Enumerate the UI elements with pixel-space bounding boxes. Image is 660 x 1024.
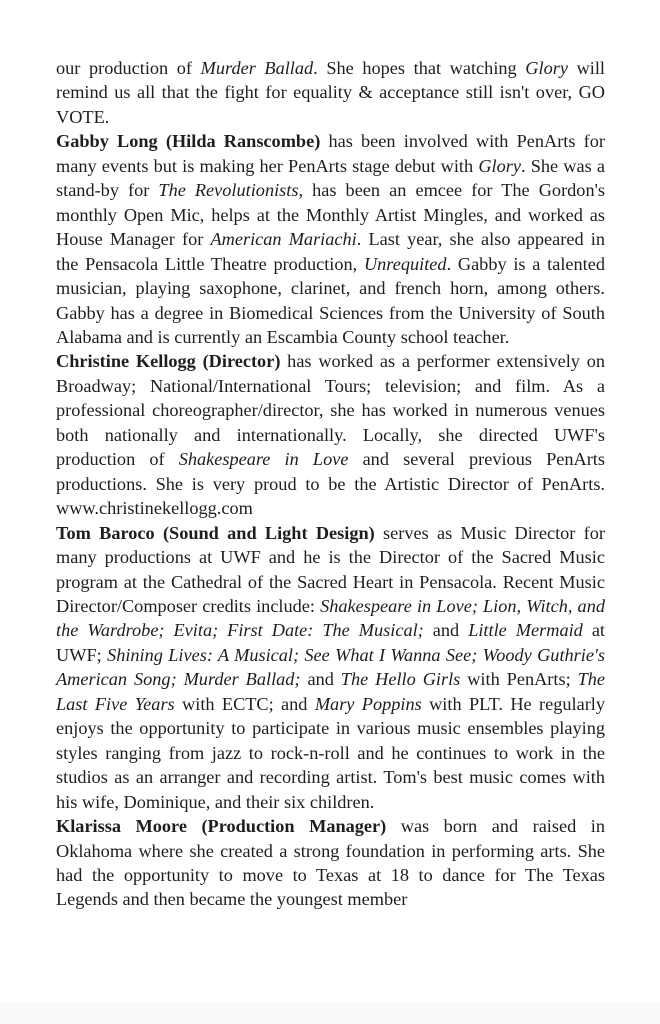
bio-segment: with PenArts;: [460, 669, 578, 690]
bio-segment: and several previous PenArts productions. She is very proud to be the Artistic Director of PenArts. www.christinekellogg.com: [56, 449, 605, 519]
show-title: American Mariachi: [210, 229, 357, 250]
show-title: The Hello Girls: [340, 669, 461, 690]
bio-segment: serves as Music Director for many productions at UWF and he is the Director of the Sacred Music program at the Cathedral of the Sacred Heart in Pensacola. Recent Music Director/Composer credits include:: [56, 522, 605, 616]
bio-tom-baroco: [56, 521, 605, 814]
bio-segment: with ECTC; and: [174, 693, 315, 714]
bio-segment: at UWF;: [56, 620, 606, 665]
show-title: Shakespeare in Love: [178, 449, 349, 470]
bio-segment: was born and raised in Oklahoma where she created a strong foundation in performing arts. She had the opportunity to move to Texas at 18 to dance for The Texas Legends and then became the youngest member: [56, 816, 605, 910]
show-title: Little Mermaid: [468, 620, 583, 641]
page-bottom-band: [0, 1002, 660, 1024]
bio-gabby-long: [56, 129, 605, 349]
bio-segment: has worked as a performer extensively on Broadway; National/International Tours; television; and film. As a professional choreographer/director, she has worked in numerous venues both nationally and internationally. Locally, she directed UWF's production of: [56, 351, 605, 470]
bio-name: Klarissa Moore (Production Manager): [56, 816, 387, 837]
show-title: The Last Five Years: [56, 669, 605, 714]
show-title: Murder Ballad: [200, 58, 314, 78]
bio-continuation: [56, 56, 605, 129]
bio-segment: will remind us all that the fight for equality & acceptance still isn't over, GO VOTE.: [56, 58, 606, 127]
bio-segment: has been involved with PenArts for many events but is making her PenArts stage debut with: [56, 131, 605, 176]
bio-name: Christine Kellogg (Director): [56, 351, 281, 372]
bio-segment: . Last year, she also appeared in the Pensacola Little Theatre production,: [56, 229, 605, 274]
bio-segment: and: [423, 620, 469, 641]
bio-name: Tom Baroco (Sound and Light Design): [56, 522, 375, 543]
bio-segment: our production of: [56, 58, 201, 78]
show-title: The Revolutionists: [158, 180, 299, 201]
show-title: Shakespeare in Love; Lion, Witch, and the Wardrobe; Evita; First Date: The Musical;: [56, 595, 605, 641]
show-title: Glory: [478, 155, 521, 176]
bio-segment: . She hopes that watching: [313, 58, 526, 78]
bio-name: Gabby Long (Hilda Ranscombe): [56, 131, 321, 152]
show-title: Unrequited: [363, 253, 447, 274]
bio-segment: . Gabby is a talented musician, playing saxophone, clarinet, and french horn, among others. Gabby has a degree in Biomedical Sciences from the University of South Alabama and is currently an Escambia County school teacher.: [56, 253, 605, 347]
bio-christine-kellogg: [56, 349, 605, 520]
show-title: Shining Lives: A Musical; See What I Wanna See; Woody Guthrie's American Song; Murder Ballad;: [56, 644, 605, 690]
bio-segment: and: [300, 669, 341, 690]
show-title: Mary Poppins: [314, 693, 422, 714]
bio-segment: , has been an emcee for The Gordon's monthly Open Mic, helps at the Monthly Artist Mingles, and worked as House Manager for: [56, 180, 605, 250]
bio-segment: with PLT. He regularly enjoys the opportunity to participate in various music ensembles playing styles ranging from jazz to rock-n-roll and he continues to work in the studios as an arranger and recording artist. Tom's best music comes with his wife, Dominique, and their six children.: [56, 693, 606, 812]
bio-segment: . She was a stand-by for: [56, 155, 606, 201]
bio-page: [56, 56, 605, 912]
show-title: Glory: [525, 58, 568, 78]
bio-klarissa-moore: [56, 814, 605, 912]
